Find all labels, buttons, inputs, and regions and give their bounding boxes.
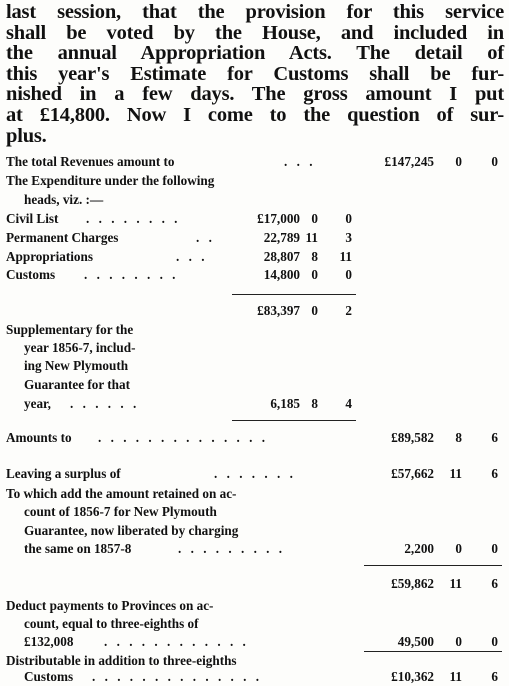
shillings-value: 0 [455, 634, 462, 649]
supplementary-row [0, 339, 509, 357]
leader-dots: . . . . . . [70, 396, 140, 411]
pounds-value: £147,245 [384, 154, 434, 169]
row-label: Supplementary for the [6, 322, 134, 337]
shillings-value: 0 [311, 267, 318, 282]
add-retained-row [0, 540, 509, 558]
supplementary-row [0, 357, 509, 375]
leader-dots: . . [196, 230, 215, 245]
pounds-value: 6,185 [270, 396, 300, 411]
paragraph-line: at £14,800. Now I come to the question of sur- [6, 103, 504, 126]
shillings-value: 11 [449, 466, 462, 481]
shillings-value: 8 [311, 249, 318, 264]
pence-value: 6 [491, 669, 498, 684]
pence-value: 6 [491, 430, 498, 445]
pence-value: 3 [345, 230, 352, 245]
row-label: Permanent Charges [6, 230, 119, 245]
pence-value: 0 [491, 154, 498, 169]
row-label: count, equal to three-eighths of [24, 616, 199, 631]
row-label: Amounts to [6, 430, 72, 445]
paragraph-line: this year's Estimate for Customs shall be fur- [6, 62, 504, 85]
shillings-value: 0 [455, 154, 462, 169]
add-retained-row [0, 522, 509, 540]
row-label: Guarantee for that [24, 377, 130, 392]
pounds-value: 14,800 [263, 267, 300, 282]
row-label: the same on 1857-8 [24, 541, 132, 556]
deduct-row [0, 615, 509, 633]
paragraph-line: shall be voted by the House, and included in [6, 21, 504, 44]
total-after-add-row [0, 575, 509, 593]
total-rule [364, 565, 502, 566]
shillings-value: 8 [455, 430, 462, 445]
row-label: £132,008 [24, 634, 74, 649]
leader-dots: . . . . . . . . [86, 211, 181, 226]
amounts-to-row [0, 429, 509, 447]
leader-dots: . . . . . . . [214, 466, 296, 481]
paragraph-line: nished in a few days. The gross amount I put [6, 83, 504, 106]
shillings-value: 11 [449, 669, 462, 684]
total-revenues-row [0, 153, 509, 171]
row-label: count of 1856-7 for New Plymouth [24, 504, 217, 519]
paragraph-line: plus. [6, 124, 47, 147]
shillings-value: 0 [311, 303, 318, 318]
row-label: To which add the amount retained on ac- [6, 486, 237, 501]
pence-value: 4 [345, 396, 352, 411]
leader-dots: . . . . . . . . . [178, 541, 286, 556]
row-label: Civil List [6, 211, 59, 226]
pence-value: 0 [345, 211, 352, 226]
row-label: ing New Plymouth [24, 358, 129, 373]
row-label: Distributable in addition to three-eighths [6, 653, 237, 668]
expenditure-heading-row [0, 191, 509, 209]
leader-dots: . . . . . . . . . . . . [104, 634, 249, 649]
row-label: Customs [24, 669, 74, 684]
leader-dots: . . . . . . . . [84, 267, 179, 282]
shillings-value: 0 [311, 211, 318, 226]
leader-dots: . . . . . . . . . . . . . . [92, 669, 263, 684]
pounds-value: £10,362 [391, 669, 434, 684]
pounds-value: £89,582 [391, 430, 434, 445]
shillings-value: 8 [311, 396, 318, 411]
pounds-value: £17,000 [257, 211, 300, 226]
row-label: Leaving a surplus of [6, 466, 121, 481]
pounds-value: £57,662 [391, 466, 434, 481]
deduct-row [0, 633, 509, 651]
appropriations-row [0, 248, 509, 266]
shillings-value: 0 [455, 541, 462, 556]
shillings-value: 11 [305, 230, 318, 245]
surplus-row [0, 465, 509, 483]
row-label: year 1856-7, includ- [24, 340, 136, 355]
shillings-value: 11 [449, 576, 462, 591]
paragraph-line: the annual Appropriation Acts. The detail of [6, 42, 504, 65]
leader-dots: . . . [284, 154, 316, 169]
row-label: heads, viz. :— [24, 192, 104, 207]
pence-value: 6 [491, 576, 498, 591]
pounds-value: 28,807 [263, 249, 300, 264]
row-label: year, [24, 396, 51, 411]
pence-value: 0 [345, 267, 352, 282]
row-label: Guarantee, now liberated by charging [24, 523, 239, 538]
subtotal-rule [232, 294, 356, 295]
supplementary-row [0, 376, 509, 394]
row-label: Customs [6, 267, 56, 282]
add-retained-row [0, 503, 509, 521]
pounds-value: £83,397 [257, 303, 300, 318]
leader-dots: . . . [176, 249, 208, 264]
leader-dots: . . . . . . . . . . . . . . [98, 430, 269, 445]
civil-list-row [0, 210, 509, 228]
pence-value: 0 [491, 541, 498, 556]
expenditure-heading-row [0, 172, 509, 190]
paragraph-line: last session, that the provision for this service [6, 1, 504, 23]
total-rule [232, 420, 356, 421]
add-retained-row [0, 485, 509, 503]
permanent-charges-row [0, 229, 509, 247]
supplementary-row [0, 321, 509, 339]
row-label: Appropriations [6, 249, 93, 264]
pence-value: 2 [345, 303, 352, 318]
pounds-value: 22,789 [263, 230, 300, 245]
deduct-row [0, 597, 509, 615]
pence-value: 0 [491, 634, 498, 649]
pence-value: 11 [339, 249, 352, 264]
customs-row [0, 266, 509, 284]
pounds-value: £59,862 [391, 576, 434, 591]
supplementary-row [0, 395, 509, 413]
row-label: Deduct payments to Provinces on ac- [6, 598, 214, 613]
row-label: The Expenditure under the following [6, 173, 215, 188]
row-label: The total Revenues amount to [6, 154, 175, 169]
pounds-value: 2,200 [404, 541, 434, 556]
pounds-value: 49,500 [397, 634, 434, 649]
distributable-row [0, 668, 509, 686]
subtotal-row [0, 302, 509, 320]
pence-value: 6 [491, 466, 498, 481]
